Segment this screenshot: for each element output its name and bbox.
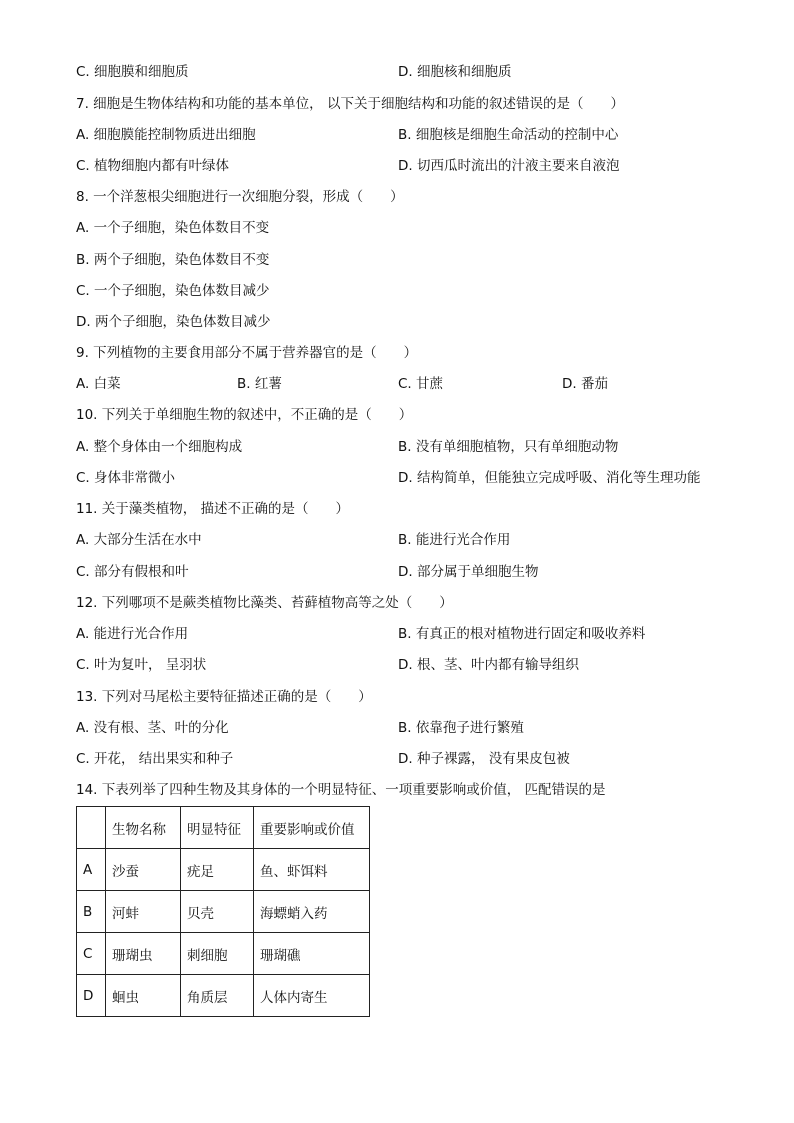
table-cell: 珊瑚虫	[106, 933, 181, 975]
table-cell: 疣足	[181, 849, 254, 891]
table-cell: 人体内寄生	[254, 975, 370, 1017]
q8-option-c: C. 一个子细胞，染色体数目减少	[76, 283, 270, 299]
q12-option-c: C. 叶为复叶， 呈羽状	[76, 657, 207, 673]
table-row	[77, 891, 370, 933]
q10-option-c: C. 身体非常微小	[76, 470, 176, 486]
q11-option-c: C. 部分有假根和叶	[76, 564, 189, 580]
table-cell: 河蚌	[106, 891, 181, 933]
q13-stem: 13. 下列对马尾松主要特征描述正确的是（ ）	[76, 689, 372, 705]
q13-option-d: D. 种子裸露， 没有果皮包被	[398, 751, 570, 767]
q8-stem: 8. 一个洋葱根尖细胞进行一次细胞分裂，形成（ ）	[76, 189, 404, 205]
q7-option-b: B. 细胞核是细胞生命活动的控制中心	[398, 127, 619, 143]
q9-option-a: A. 白菜	[76, 376, 121, 392]
q14-table	[76, 806, 370, 1017]
q12-option-d: D. 根、茎、叶内都有输导组织	[398, 657, 579, 673]
table-cell: 沙蚕	[106, 849, 181, 891]
table-header-cell: 重要影响或价值	[254, 807, 370, 849]
table-header-cell	[77, 807, 106, 849]
q7-option-a: A. 细胞膜能控制物质进出细胞	[76, 127, 256, 143]
q12-option-a: A. 能进行光合作用	[76, 626, 189, 642]
table-cell: 珊瑚礁	[254, 933, 370, 975]
q9-stem: 9. 下列植物的主要食用部分不属于营养器官的是（ ）	[76, 345, 418, 361]
table-cell: 刺细胞	[181, 933, 254, 975]
q10-option-d: D. 结构简单，但能独立完成呼吸、消化等生理功能	[398, 470, 701, 486]
q14-stem: 14. 下表列举了四种生物及其身体的一个明显特征、一项重要影响或价值， 匹配错误的是	[76, 782, 606, 798]
q8-option-a: A. 一个子细胞，染色体数目不变	[76, 220, 270, 236]
table-cell: B	[77, 891, 106, 933]
q12-option-b: B. 有真正的根对植物进行固定和吸收养料	[398, 626, 646, 642]
q9-option-b: B. 红薯	[237, 376, 282, 392]
q8-option-b: B. 两个子细胞，染色体数目不变	[76, 252, 270, 268]
table-row	[77, 975, 370, 1017]
table-cell: 贝壳	[181, 891, 254, 933]
table-cell: 海螵蛸入药	[254, 891, 370, 933]
table-cell: D	[77, 975, 106, 1017]
q13-option-a: A. 没有根、茎、叶的分化	[76, 720, 229, 736]
q11-option-d: D. 部分属于单细胞生物	[398, 564, 539, 580]
table-row	[77, 849, 370, 891]
table-header-cell: 明显特征	[181, 807, 254, 849]
q9-option-c: C. 甘蔗	[398, 376, 444, 392]
q7-option-d: D. 切西瓜时流出的汁液主要来自液泡	[398, 158, 620, 174]
q13-option-c: C. 开花， 结出果实和种子	[76, 751, 234, 767]
table-cell: 鱼、虾饵料	[254, 849, 370, 891]
q10-option-b: B. 没有单细胞植物，只有单细胞动物	[398, 439, 619, 455]
table-row	[77, 933, 370, 975]
table-cell: 角质层	[181, 975, 254, 1017]
q9-option-d: D. 番茄	[562, 376, 608, 392]
q11-stem: 11. 关于藻类植物， 描述不正确的是（ ）	[76, 501, 350, 517]
table-header-row	[77, 807, 370, 849]
q12-stem: 12. 下列哪项不是蕨类植物比藻类、苔藓植物高等之处（ ）	[76, 595, 453, 611]
q13-option-b: B. 依靠孢子进行繁殖	[398, 720, 524, 736]
table-cell: A	[77, 849, 106, 891]
q11-option-a: A. 大部分生活在水中	[76, 532, 202, 548]
q11-option-b: B. 能进行光合作用	[398, 532, 511, 548]
q7-stem: 7. 细胞是生物体结构和功能的基本单位， 以下关于细胞结构和功能的叙述错误的是（ ）	[76, 96, 624, 112]
q10-option-a: A. 整个身体由一个细胞构成	[76, 439, 243, 455]
q6-option-d: D. 细胞核和细胞质	[398, 64, 512, 80]
table-cell: C	[77, 933, 106, 975]
table-header-cell: 生物名称	[106, 807, 181, 849]
q6-option-c: C. 细胞膜和细胞质	[76, 64, 189, 80]
q8-option-d: D. 两个子细胞，染色体数目减少	[76, 314, 271, 330]
table-cell: 蛔虫	[106, 975, 181, 1017]
q10-stem: 10. 下列关于单细胞生物的叙述中，不正确的是（ ）	[76, 407, 413, 423]
q7-option-c: C. 植物细胞内都有叶绿体	[76, 158, 230, 174]
